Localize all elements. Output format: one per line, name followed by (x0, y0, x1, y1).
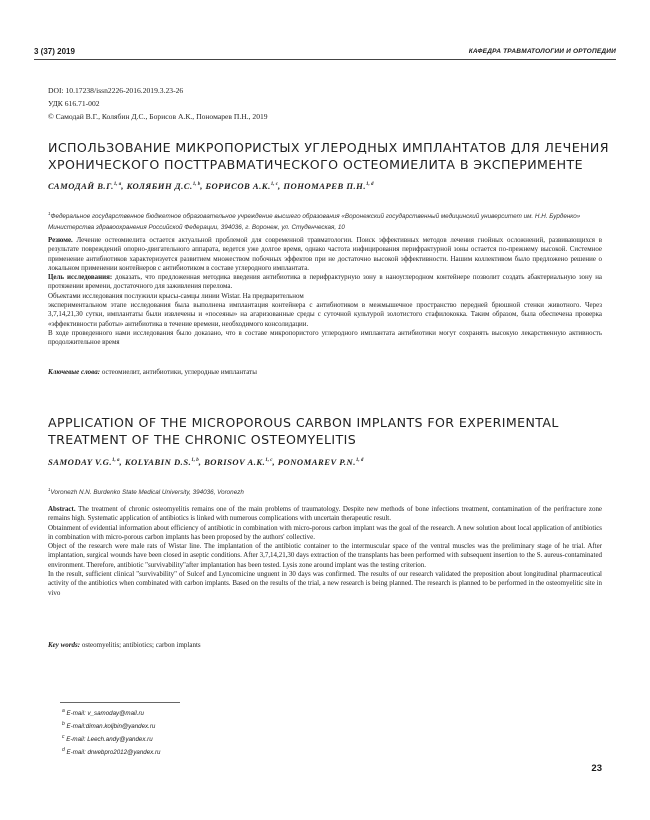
footnotes (62, 706, 161, 758)
author-sup: 1, a (113, 182, 122, 188)
affil-num: 1 (48, 487, 51, 492)
footnote (62, 745, 161, 758)
abstract-text: Лечение остеомиелита остается актуальной проблемой для современной травматологии. Поиск эффективных методов лечения гнойных осложнений, развивающихся в результате повреждений опорно-двигательного аппарата, ведется уже долгое время, однако частота инфицирования перифрактурной зоны остается по-прежнему высокой. Системное применение антибиотиков характеризуется развитием множеством побочных эффектов при не достаточно высокой эффективности. Нашим коллективом было предложено решение о локальном применении контейнеров с антибиотиком в составе углеродного имплантата. (48, 236, 602, 272)
abstract-en (48, 505, 602, 598)
author-sup: 1, d (355, 458, 364, 464)
footnote-email: E-mail: v_samoday@mail.ru (66, 710, 144, 718)
footnote (62, 706, 161, 719)
affil-num: 1 (48, 211, 51, 216)
title-en: APPLICATION OF THE MICROPOROUS CARBON IMPLANTS FOR EXPERIMENTAL TREATMENT OF THE CHRONIC OSTEOMYELITIS (48, 415, 559, 447)
authors-ru: САМОДАЙ В.Г.$^{1, a}$, КОЛЯБИН Д.С.$^{1, b}$, БОРИСОВ А.К.$^{1, c}$, ПОНОМАРЕВ П.Н.$^{1, d}$ (48, 181, 374, 191)
goal-text: доказать, что предложенная методика введения антибиотика в перифрактурную зону в наноуглеродном контейнере позволит создать абактериальную зону на протяжении времени, достаточного для заживления перелома. (48, 273, 603, 291)
author-sup: 1, a (112, 458, 120, 464)
doi: DOI: 10.17238/issn2226-2016.2019.3.23-26 (48, 86, 184, 95)
page-number: 23 (591, 763, 602, 774)
keywords-ru (48, 368, 602, 376)
footnote-mark: c (62, 734, 65, 741)
abstract-paragraph: Obtainment of evidential information about efficiency of antibiotic in combination with micro-porous carbon implant was the goal of the research. A new solution about local application of antibiotics in combination with micro-porous carbon implants has been proposed by the authors' collective. (48, 523, 602, 541)
author-sup: 1, b (191, 458, 199, 464)
author-sup: 1, c (265, 458, 273, 464)
running-header (34, 47, 616, 59)
affil-text: Voronezh N.N. Burdenko State Medical University, 394036, Voronezh (50, 489, 244, 497)
goal-label: Цель исследования: (48, 273, 113, 282)
abstract-paragraph: Объектами исследования послужили крысы-самцы линии Wistar. На предварительном (48, 291, 304, 300)
journal-section: КАФЕДРА ТРАВМАТОЛОГИИ И ОРТОПЕДИИ (468, 48, 616, 55)
issue-number: 3 (37) 2019 (34, 47, 75, 56)
author-sup: 1, d (366, 182, 374, 188)
footnote-email: E-mail: drwebpro2012@yandex.ru (66, 749, 161, 757)
abstract-paragraph: экспериментальном этапе исследования была выполнена имплантация контейнера с антибиотиком в межмышечное пространство передней брюшной стенки животного. Через 3,7,14,21,30 сутки, имплантаты были извлечены и «посеяны» на агаризованные среды с суточной культурой золотистого стафилококка. Таким образом, была обеспечена проверка «эффективности работы» антибиотика в течение времени, необходимого консолидации. (48, 301, 602, 328)
footnote-email: E-mail: Leech.andy@yandex.ru (66, 736, 153, 744)
affiliation-en (48, 484, 602, 498)
footnote (62, 719, 161, 732)
author: KOLYABIN D.S. (124, 457, 192, 467)
keywords-text: osteomyelitis; antibiotics; carbon implants (81, 641, 201, 649)
footnote-mark: b (62, 721, 65, 728)
author: BORISOV A.K. (204, 457, 266, 467)
abstract-label: Резюме. (48, 236, 73, 244)
keywords-text: остеомиелит, антибиотики, углеродные имплантаты (101, 368, 257, 376)
header-divider (34, 59, 616, 60)
footnote-divider (60, 702, 180, 703)
author: БОРИСОВ А.К. (205, 181, 271, 191)
udc: УДК 616.71-002 (48, 99, 100, 108)
footnote (62, 732, 161, 745)
abstract-label: Abstract. (48, 505, 76, 513)
keywords-label: Ключевые слова: (48, 368, 101, 376)
footnote-mark: d (62, 747, 65, 754)
footnote-email: E-mail:diman.koljbin@yandex.ru (66, 723, 156, 731)
author: PONOMAREV P.N. (277, 457, 356, 467)
author: SAMODAY V.G. (48, 457, 113, 467)
article-meta (48, 84, 268, 123)
abstract-ru (48, 236, 602, 348)
footnote-mark: a (62, 708, 65, 714)
affiliation-ru (48, 208, 602, 233)
author: САМОДАЙ В.Г. (48, 181, 114, 191)
abstract-paragraph: In the result, sufficient clinical "survivability" of Sulcef and Lyncomicine unguent in 30 days was confirmed. The results of our research validated the preposition about longitudinal pharmaceutical activity of the antibiotics when combinated with carbon implants. Based on the results of the trial, a new research is being planned. The research is planned to be performed in the osteomyelitic site in vivo (48, 570, 602, 597)
title-ru: ИСПОЛЬЗОВАНИЕ МИКРОПОРИСТЫХ УГЛЕРОДНЫХ ИМПЛАНТАТОВ ДЛЯ ЛЕЧЕНИЯ ХРОНИЧЕСКОГО ПОСТТРАВМАТИЧЕСКОГО ОСТЕОМИЕЛИТА В ЭКСПЕРИМЕНТЕ (48, 140, 609, 172)
authors-en: SAMODAY V.G.$^{1, a}$, KOLYABIN D.S.$^{1, b}$, BORISOV A.K.$^{1, c}$, PONOMAREV P.N.$^{1, d}$ (48, 457, 364, 467)
keywords-label: Key words: (48, 641, 81, 649)
abstract-text: The treatment of chronic osteomyelitis remains one of the main problems of traumatology. Despite new methods of bone infections treatment, contamination of the perifracture zone remains high. Systematic application of antibiotics is linked with numerous complications with uncertain therapeutic result. (48, 505, 603, 523)
abstract-paragraph: В ходе проведенного нами исследования было доказано, что в составе микропористого углеродного имплантата антибиотики могут сохранять высокую лекарственную активность продолжительное время (48, 328, 602, 347)
abstract-paragraph: Object of the research were male rats of Wistar line. The implantation of the antibiotic container to the intermuscular space of the ventral muscles was the preliminary stage of he trial. After implantation, surgical wounds have been closed in aseptic conditions. After 3,7,14,21,30 days extraction of the transplants has been performed with subsequent insertion to the S. aureus-contaminated environment. Therefore, antibiotic "survivability"after implantation has been tested. Lysis zone around implant was the testing criterion. (48, 542, 602, 569)
author: КОЛЯБИН Д.С. (126, 181, 193, 191)
copyright: © Самодай В.Г., Колябин Д.С., Борисов А.К., Пономарев П.Н., 2019 (48, 112, 268, 121)
keywords-en (48, 641, 602, 649)
author-sup: 1, b (192, 182, 201, 188)
affil-text: Федеральное государственное бюджетное образовательное учреждение высшего образования «Воронежский государственный медицинский университет им. Н.Н. Бурденко» Министерства здравоохранения Российской Федерации, 394036, г. Воронеж, ул. Студенческая, 10 (48, 213, 581, 232)
author-sup: 1, c (270, 182, 279, 188)
author: ПОНОМАРЕВ П.Н. (283, 181, 366, 191)
